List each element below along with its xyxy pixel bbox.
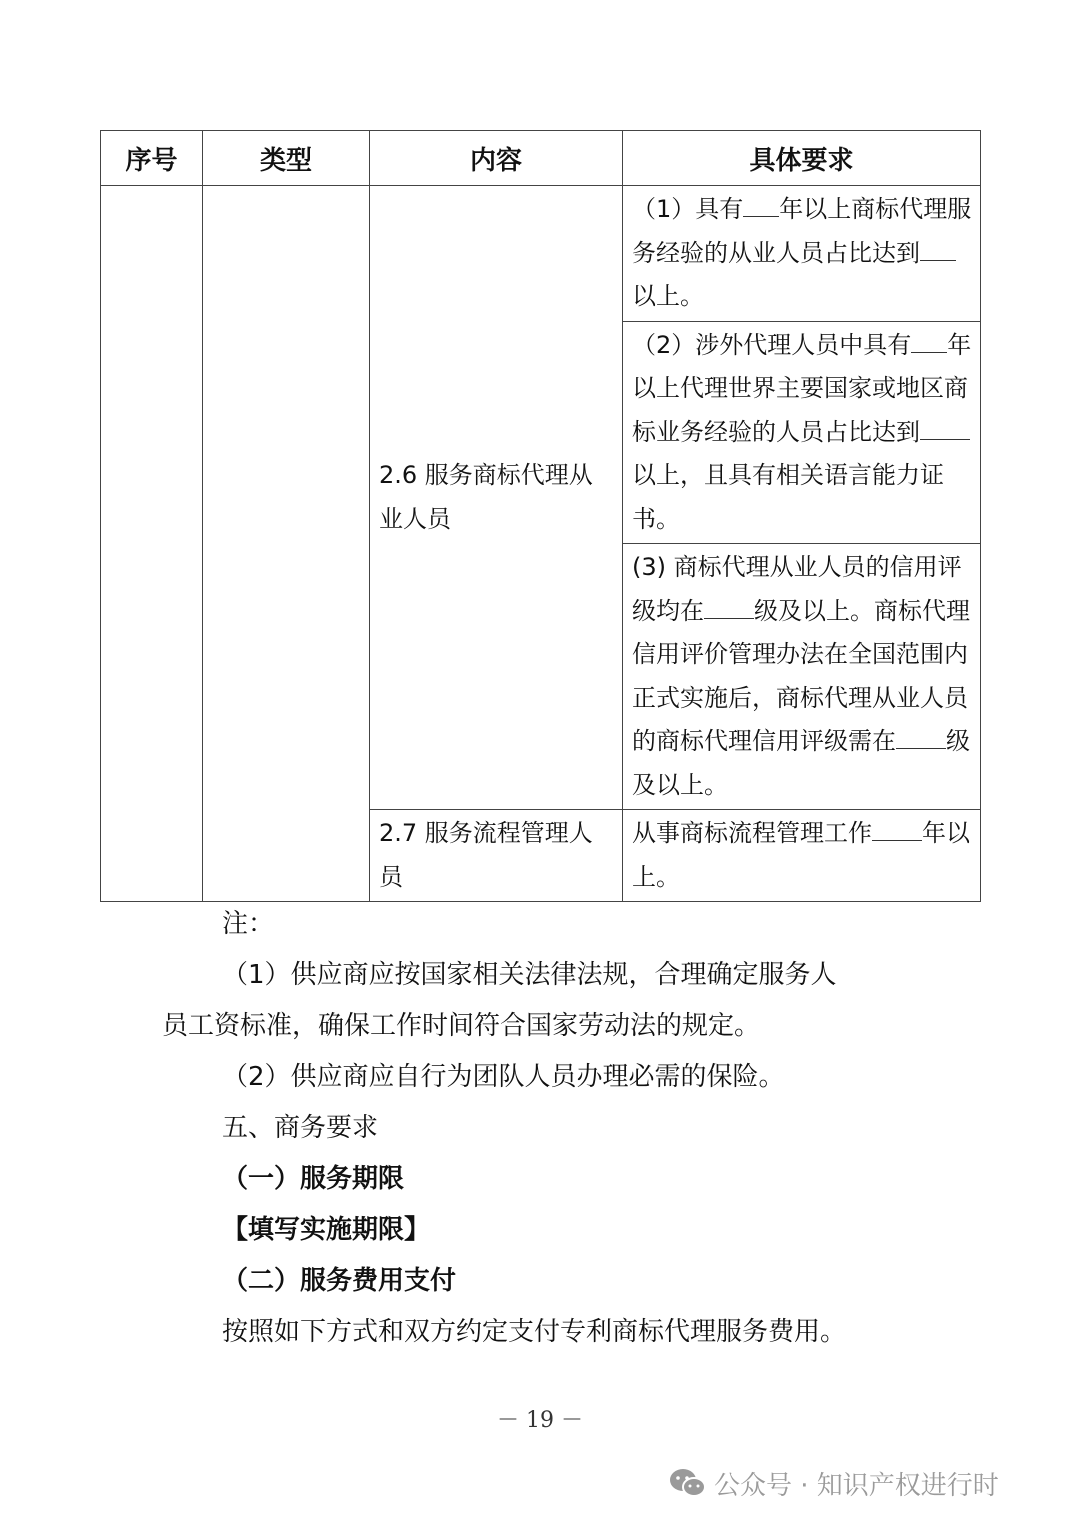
requirements-table [100,130,981,902]
fill-blank [896,728,946,749]
requirement-cell-4: 从事商标流程管理工作 年以上。 [623,810,981,902]
note-2: （2）供应商应自行为团队人员办理必需的保险。 [222,1062,785,1092]
content-cell-2-6: 2.6 服务商标代理从业人员 [370,186,623,810]
note-1-line-1: （1）供应商应按国家相关法律法规，合理确定服务人 [222,960,837,990]
fill-blank [911,332,947,353]
note-1-line-2: 员工资标准，确保工作时间符合国家劳动法的规定。 [162,1011,761,1041]
table-header-row [101,131,981,186]
content-cell-2-7: 2.7 服务流程管理人员 [370,810,623,902]
subsection-1-title: （一）服务期限 [222,1164,405,1194]
watermark [668,1462,999,1504]
placeholder-text: 【填写实施期限】 [222,1215,431,1245]
table-row [101,186,981,322]
payment-paragraph: 按照如下方式和双方约定支付专利商标代理服务费用。 [222,1317,847,1347]
fill-blank [920,419,970,440]
fill-blank [920,240,956,261]
fill-blank [872,820,922,841]
wechat-icon [668,1466,708,1500]
requirement-cell-3: (3) 商标代理从业人员的信用评级均在 级及以上。商标代理信用评价管理办法在全国范围内正式实施后，商标代理从业人员的商标代理信用评级需在 级及以上。 [623,544,981,810]
header-content: 内容 [370,131,623,186]
serial-cell [101,186,203,902]
header-requirements: 具体要求 [623,131,981,186]
requirement-cell-2: （2）涉外代理人员中具有 年以上代理世界主要国家或地区商标业务经验的人员占比达到以上，且具有相关语言能力证书。 [623,321,981,544]
watermark-text: 公众号 · 知识产权进行时 [714,1470,999,1501]
section-5-title: 五、商务要求 [222,1113,379,1143]
fill-blank [743,196,779,217]
subsection-2-title: （二）服务费用支付 [222,1266,457,1296]
requirement-cell-1: （1）具有 年以上商标代理服务经验的从业人员占比达到以上。 [623,186,981,322]
header-type: 类型 [203,131,370,186]
notes-title: 注： [222,909,275,939]
header-serial: 序号 [101,131,203,186]
fill-blank [704,598,754,619]
page-number: － 19 － [497,1408,583,1433]
type-cell [203,186,370,902]
